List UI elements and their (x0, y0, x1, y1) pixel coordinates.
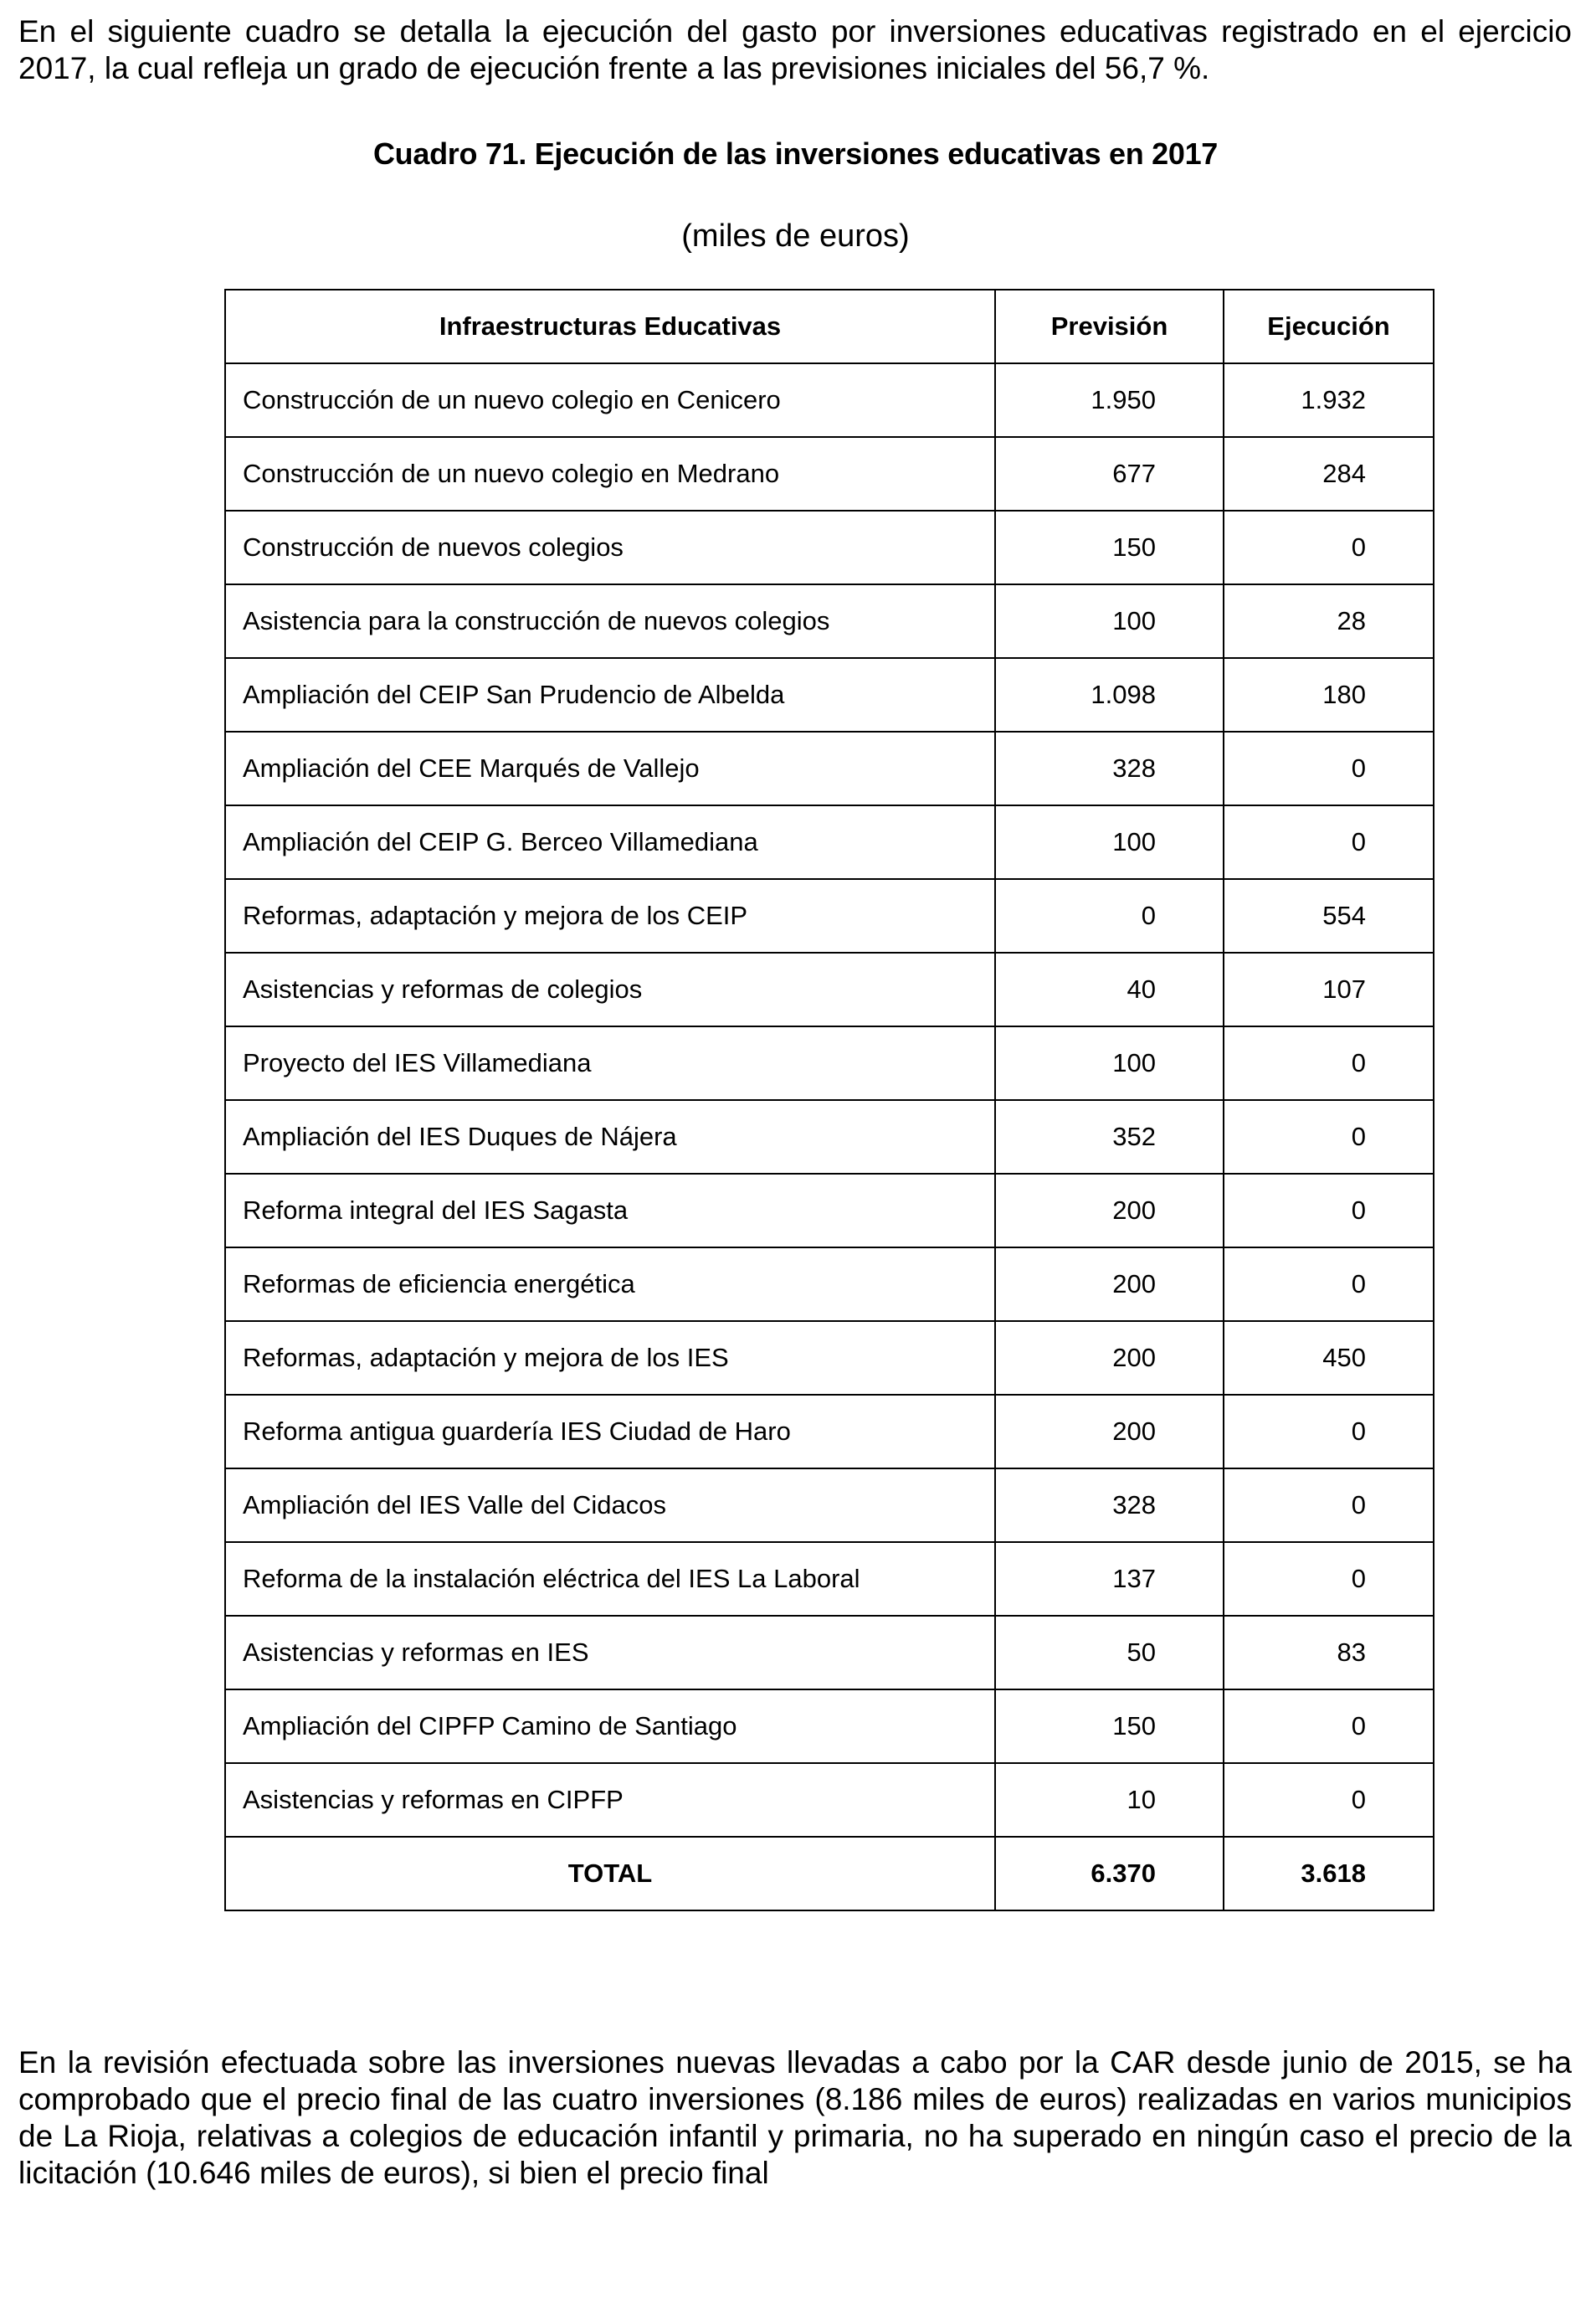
table-row (225, 1100, 1434, 1174)
table-row (225, 1763, 1434, 1837)
table-row (225, 1395, 1434, 1468)
row-ejecucion: 0 (1224, 1100, 1434, 1174)
row-name: Proyecto del IES Villamediana (225, 1026, 995, 1100)
row-ejecucion: 0 (1224, 1763, 1434, 1837)
table-row (225, 953, 1434, 1026)
row-prevision: 1.950 (995, 363, 1224, 437)
row-name: Construcción de nuevos colegios (225, 511, 995, 584)
row-ejecucion: 0 (1224, 1247, 1434, 1321)
table-row (225, 732, 1434, 805)
row-prevision: 200 (995, 1247, 1224, 1321)
row-name: Asistencias y reformas de colegios (225, 953, 995, 1026)
row-prevision: 50 (995, 1616, 1224, 1689)
total-label: TOTAL (225, 1837, 995, 1910)
table-header-row (225, 290, 1434, 363)
row-prevision: 352 (995, 1100, 1224, 1174)
row-name: Ampliación del CIPFP Camino de Santiago (225, 1689, 995, 1763)
table-row (225, 1026, 1434, 1100)
row-name: Construcción de un nuevo colegio en Medrano (225, 437, 995, 511)
row-ejecucion: 0 (1224, 1542, 1434, 1616)
row-prevision: 10 (995, 1763, 1224, 1837)
row-ejecucion: 28 (1224, 584, 1434, 658)
row-name: Construcción de un nuevo colegio en Cenicero (225, 363, 995, 437)
row-name: Reforma antigua guardería IES Ciudad de Haro (225, 1395, 995, 1468)
row-ejecucion: 1.932 (1224, 363, 1434, 437)
row-ejecucion: 284 (1224, 437, 1434, 511)
row-name: Ampliación del IES Duques de Nájera (225, 1100, 995, 1174)
row-name: Ampliación del CEIP San Prudencio de Albelda (225, 658, 995, 732)
row-ejecucion: 0 (1224, 511, 1434, 584)
table-row (225, 1689, 1434, 1763)
table-row (225, 805, 1434, 879)
row-name: Asistencia para la construcción de nuevos colegios (225, 584, 995, 658)
row-ejecucion: 0 (1224, 732, 1434, 805)
row-ejecucion: 450 (1224, 1321, 1434, 1395)
row-ejecucion: 180 (1224, 658, 1434, 732)
table-row (225, 879, 1434, 953)
table-total-row (225, 1837, 1434, 1910)
row-prevision: 150 (995, 511, 1224, 584)
row-prevision: 200 (995, 1321, 1224, 1395)
table-row (225, 1468, 1434, 1542)
row-prevision: 1.098 (995, 658, 1224, 732)
row-name: Ampliación del IES Valle del Cidacos (225, 1468, 995, 1542)
row-prevision: 40 (995, 953, 1224, 1026)
row-ejecucion: 0 (1224, 805, 1434, 879)
closing-paragraph: En la revisión efectuada sobre las inversiones nuevas llevadas a cabo por la CAR desde junio de 2015, se ha comprobado que el precio final de las cuatro inversiones (8.186 miles de euros) realizadas en varios municipios de La Rioja, relativas a colegios de educación infantil y primaria, no ha superado en ningún caso el precio de la licitación (10.646 miles de euros), si bien el precio final (18, 2045, 1572, 2190)
table-row (225, 584, 1434, 658)
row-name: Reforma integral del IES Sagasta (225, 1174, 995, 1247)
table-row (225, 511, 1434, 584)
table-row (225, 1542, 1434, 1616)
header-infraestructuras: Infraestructuras Educativas (225, 290, 995, 363)
header-prevision: Previsión (995, 290, 1224, 363)
table-units: (miles de euros) (681, 219, 910, 254)
row-prevision: 137 (995, 1542, 1224, 1616)
row-prevision: 200 (995, 1174, 1224, 1247)
row-name: Reformas, adaptación y mejora de los IES (225, 1321, 995, 1395)
row-prevision: 150 (995, 1689, 1224, 1763)
total-prevision: 6.370 (995, 1837, 1224, 1910)
row-name: Asistencias y reformas en IES (225, 1616, 995, 1689)
total-ejecucion: 3.618 (1224, 1837, 1434, 1910)
row-prevision: 0 (995, 879, 1224, 953)
intro-paragraph: En el siguiente cuadro se detalla la ejecución del gasto por inversiones educativas registrado en el ejercicio 2017, la cual refleja un grado de ejecución frente a las previsiones iniciales del 56,7 %. (18, 14, 1572, 85)
table-row (225, 658, 1434, 732)
row-prevision: 100 (995, 1026, 1224, 1100)
row-ejecucion: 0 (1224, 1689, 1434, 1763)
row-ejecucion: 0 (1224, 1468, 1434, 1542)
table-row (225, 1616, 1434, 1689)
row-ejecucion: 0 (1224, 1026, 1434, 1100)
row-prevision: 100 (995, 584, 1224, 658)
row-ejecucion: 554 (1224, 879, 1434, 953)
row-ejecucion: 83 (1224, 1616, 1434, 1689)
row-prevision: 328 (995, 1468, 1224, 1542)
row-name: Asistencias y reformas en CIPFP (225, 1763, 995, 1837)
row-name: Ampliación del CEE Marqués de Vallejo (225, 732, 995, 805)
row-name: Ampliación del CEIP G. Berceo Villamediana (225, 805, 995, 879)
row-prevision: 200 (995, 1395, 1224, 1468)
header-ejecucion: Ejecución (1224, 290, 1434, 363)
table-row (225, 1247, 1434, 1321)
row-name: Reformas, adaptación y mejora de los CEIP (225, 879, 995, 953)
row-prevision: 100 (995, 805, 1224, 879)
row-ejecucion: 0 (1224, 1174, 1434, 1247)
row-prevision: 677 (995, 437, 1224, 511)
table-row (225, 437, 1434, 511)
table-row (225, 1321, 1434, 1395)
row-prevision: 328 (995, 732, 1224, 805)
investments-table (224, 289, 1434, 1911)
row-ejecucion: 107 (1224, 953, 1434, 1026)
table-row (225, 363, 1434, 437)
table-title: Cuadro 71. Ejecución de las inversiones educativas en 2017 (372, 136, 1219, 171)
row-name: Reformas de eficiencia energética (225, 1247, 995, 1321)
row-name: Reforma de la instalación eléctrica del IES La Laboral (225, 1542, 995, 1616)
table-row (225, 1174, 1434, 1247)
row-ejecucion: 0 (1224, 1395, 1434, 1468)
